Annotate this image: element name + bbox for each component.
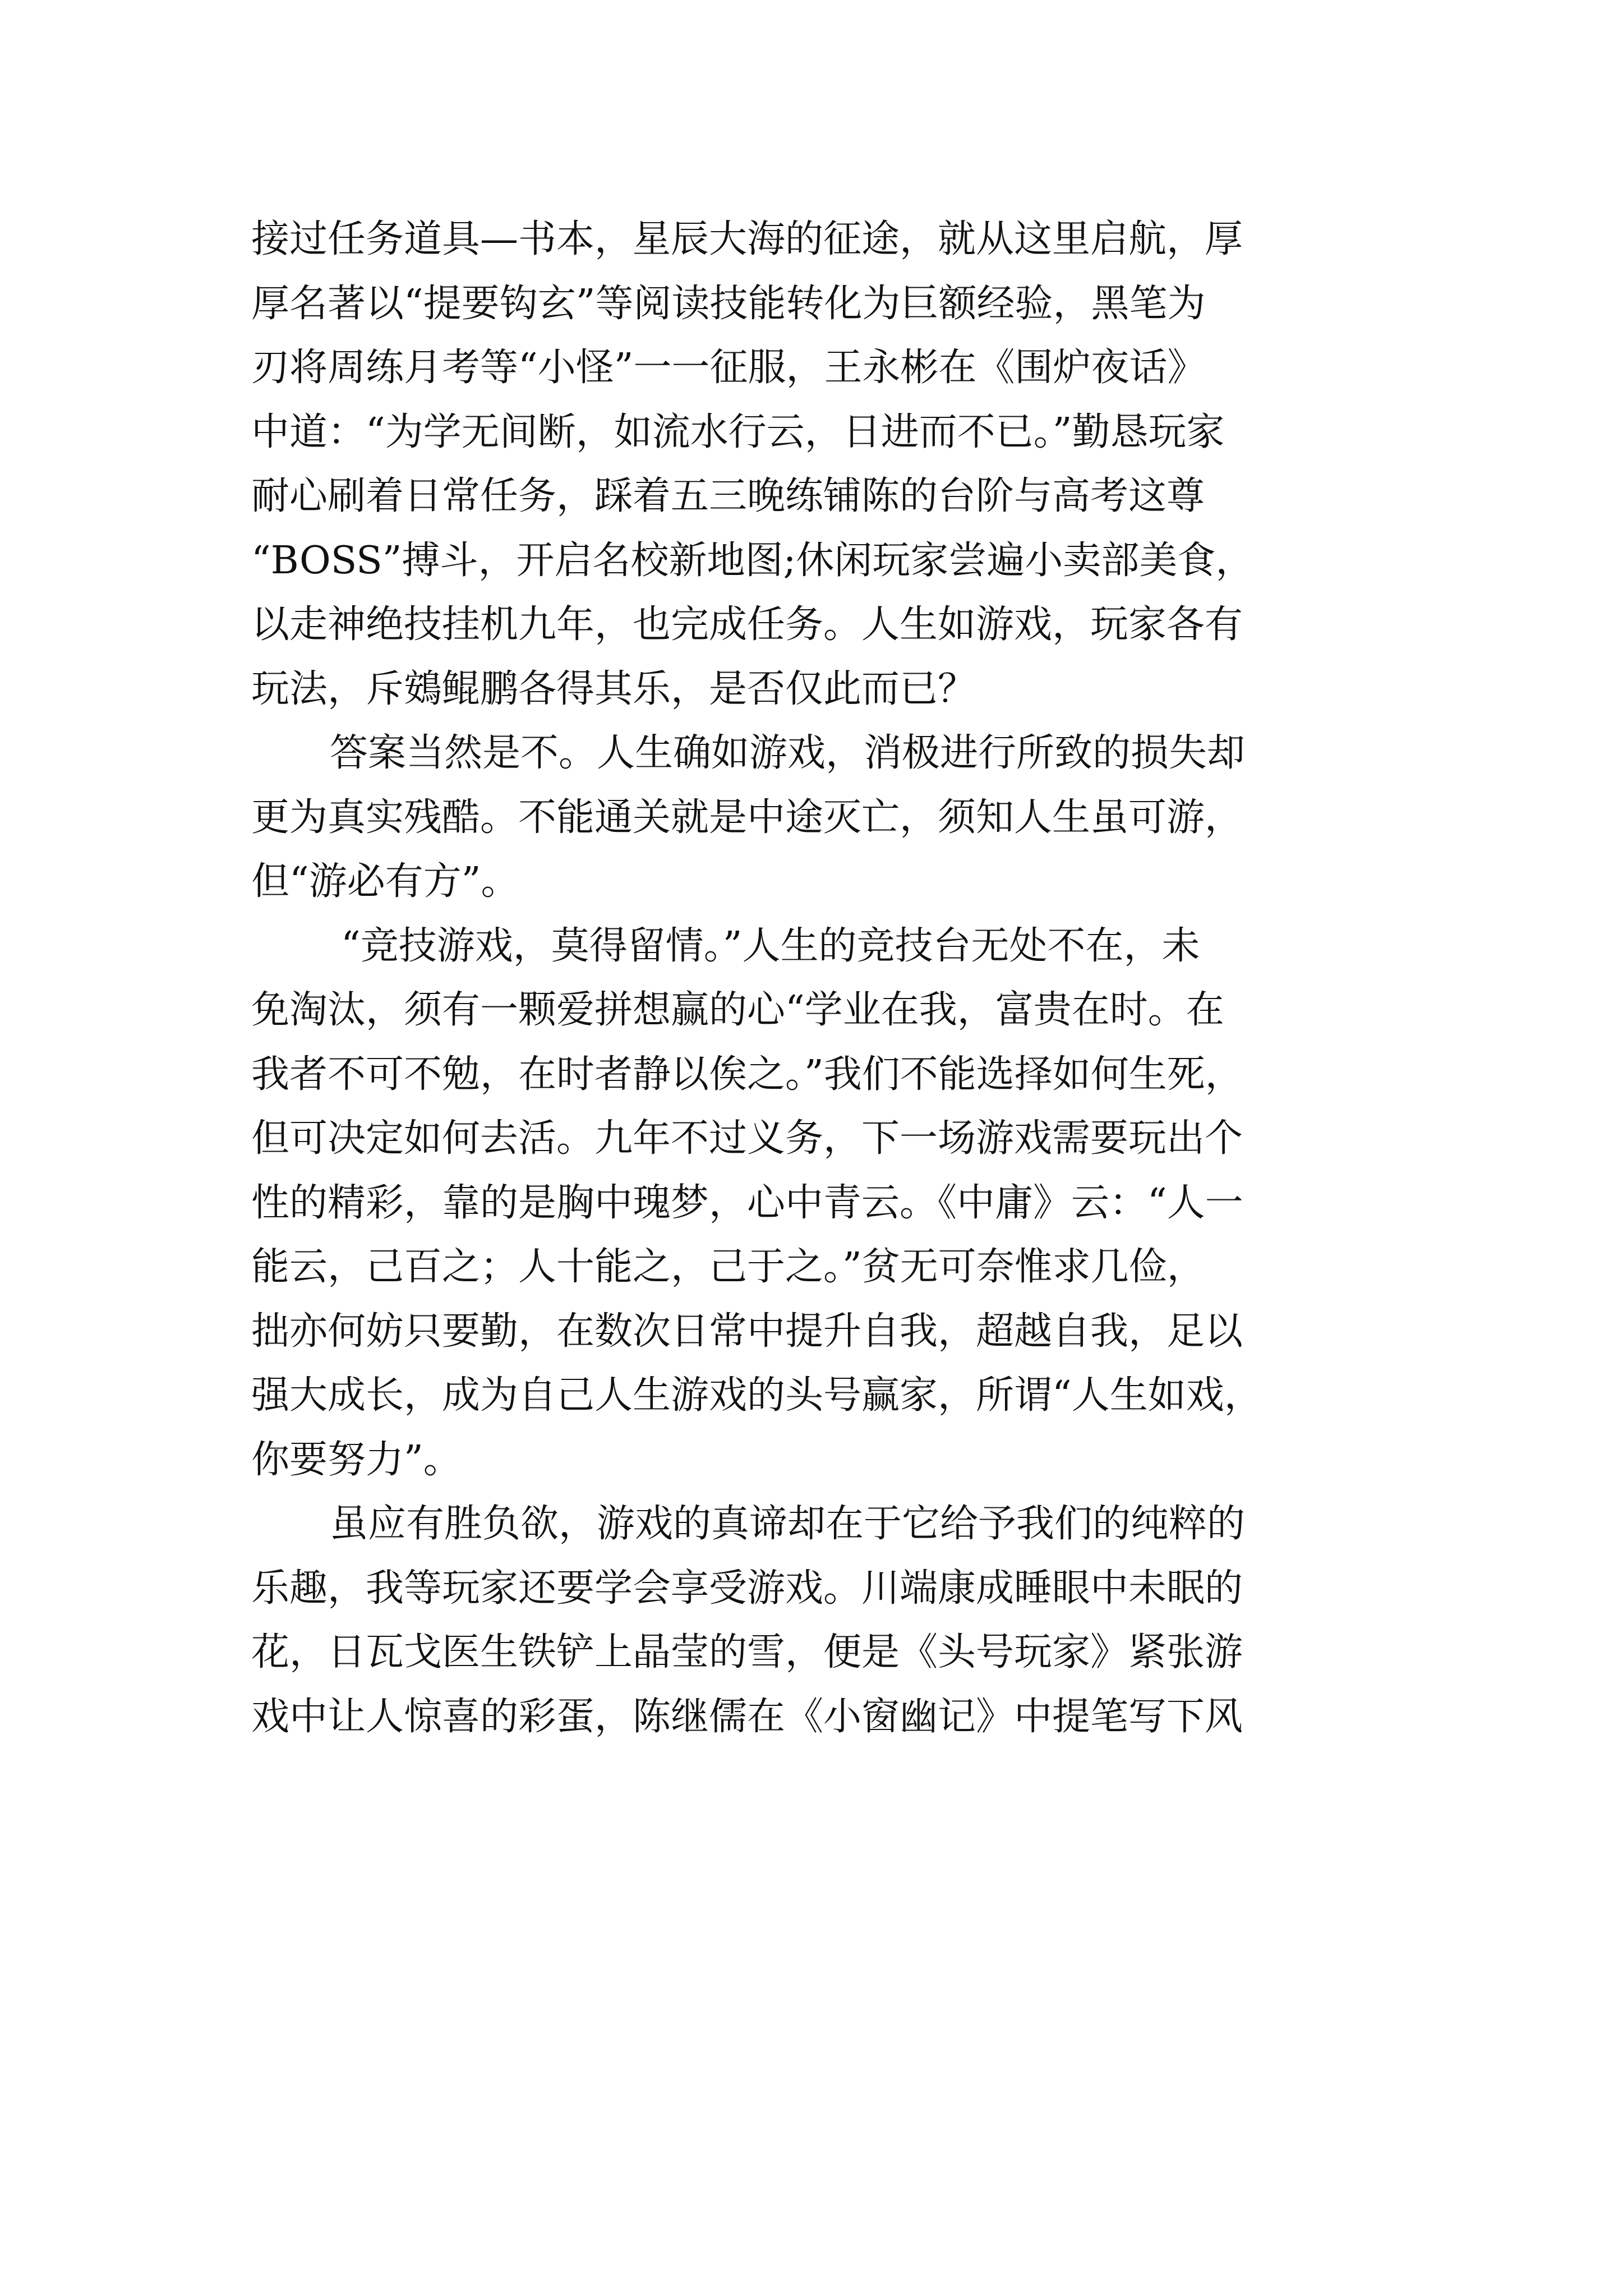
paragraph-2-line-2: 更为真实残酷。不能通关就是中途灭亡，须知人生虽可游， <box>251 795 1243 840</box>
paragraph-2-line-1: 答案当然是不。人生确如游戏，消极进行所致的损失却 <box>330 731 1246 775</box>
paragraph-1-line-2: 厚名著以“提要钩玄”等阅读技能转化为巨额经验，黑笔为 <box>251 281 1206 326</box>
paragraph-1-line-3: 刃将周练月考等“小怪”一一征服，王永彬在《围炉夜话》 <box>251 346 1206 390</box>
paragraph-3-line-7: 拙亦何妨只要勤，在数次日常中提升自我，超越自我，足以 <box>251 1309 1243 1354</box>
essay-body <box>251 208 1395 1749</box>
paragraph-2-line-3: 但“游必有方”。 <box>251 859 519 904</box>
paragraph-4-line-4: 戏中让人惊喜的彩蛋，陈继儒在《小窗幽记》中提笔写下风 <box>251 1694 1243 1739</box>
paragraph-1-line-1: 接过任务道具—书本，星辰大海的征途，就从这里启航，厚 <box>251 217 1243 261</box>
paragraph-3-line-5: 性的精彩，靠的是胸中瑰梦，心中青云。《中庸》云：“人一 <box>251 1180 1243 1225</box>
paragraph-3-line-8: 强大成长，成为自己人生游戏的头号赢家，所谓“人生如戏， <box>251 1373 1262 1418</box>
paragraph-1-line-4: 中道：“为学无间断，如流水行云，日进而不已。”勤恳玩家 <box>251 409 1225 454</box>
paragraph-1-line-7: 以走神绝技挂机九年，也完成任务。人生如游戏，玩家各有 <box>251 602 1243 647</box>
paragraph-4-line-3: 花，日瓦戈医生铁铲上晶莹的雪，便是《头号玩家》紧张游 <box>251 1630 1243 1674</box>
paragraph-3-line-4: 但可决定如何去活。九年不过义务，下一场游戏需要玩出个 <box>251 1116 1243 1161</box>
paragraph-4-line-2: 乐趣，我等玩家还要学会享受游戏。川端康成睡眼中未眠的 <box>251 1566 1243 1611</box>
paragraph-1-line-6: “BOSS”搏斗，开启名校新地图;休闲玩家尝遍小卖部美食， <box>251 538 1254 583</box>
paragraph-3-line-1: “竞技游戏，莫得留情。”人生的竞技台无处不在，未 <box>341 923 1200 968</box>
paragraph-3-line-3: 我者不可不勉，在时者静以俟之。”我们不能选择如何生死， <box>251 1052 1243 1097</box>
paragraph-4-line-1: 虽应有胜负欲，游戏的真谛却在于它给予我们的纯粹的 <box>330 1502 1246 1546</box>
paragraph-1-line-5: 耐心刷着日常任务，踩着五三晚练铺陈的台阶与高考这尊 <box>251 474 1205 518</box>
paragraph-1-line-8: 玩法，斥鴳鲲鹏各得其乐，是否仅此而已？ <box>251 666 976 711</box>
paragraph-3-line-6: 能云，己百之；人十能之，己于之。”贫无可奈惟求几俭， <box>251 1245 1205 1289</box>
paragraph-3-line-2: 免淘汰，须有一颗爱拼想赢的心“学业在我，富贵在时。在 <box>251 988 1224 1032</box>
paragraph-3-line-9: 你要努力”。 <box>251 1437 462 1482</box>
